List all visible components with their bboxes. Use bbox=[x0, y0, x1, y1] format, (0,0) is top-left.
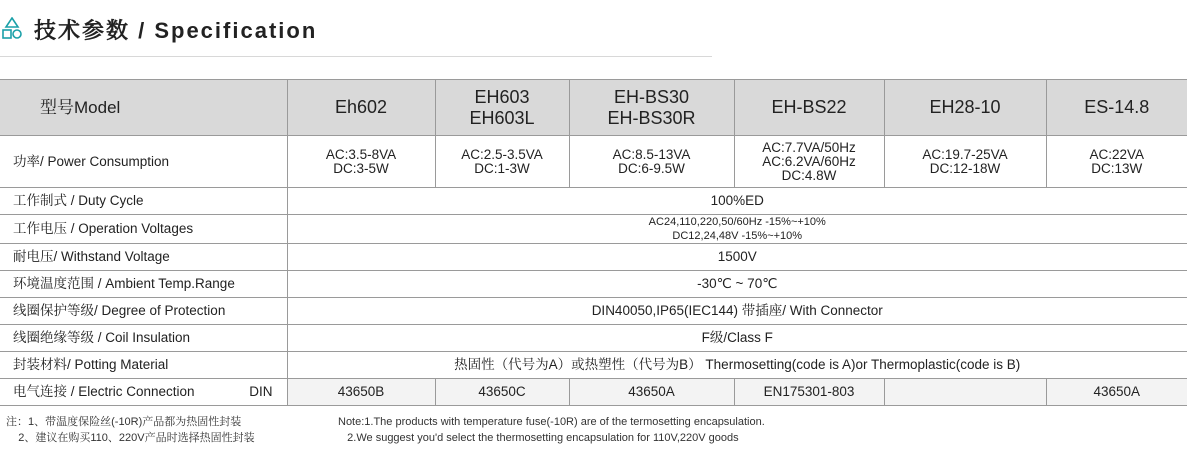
spec-row bbox=[0, 325, 1187, 352]
power-value-line: AC:2.5-3.5VA bbox=[461, 146, 543, 162]
connection-value-cell: 43650C bbox=[435, 379, 569, 406]
spec-value-line: 热固性（代号为A）或热塑性（代号为B） Thermosetting(code is A)or Thermoplastic(code is B) bbox=[454, 357, 1021, 372]
spec-value-line: 1500V bbox=[717, 249, 757, 264]
power-value-line: AC:22VA bbox=[1089, 146, 1145, 162]
power-value-cell bbox=[569, 136, 734, 188]
note-line-en: Note:1.The products with temperature fuse(-10R) are of the termosetting encapsulation. bbox=[338, 416, 765, 428]
spec-row bbox=[0, 271, 1187, 298]
power-value-line: DC:12-18W bbox=[929, 160, 1001, 176]
power-label: 功率/ Power Consumption bbox=[0, 136, 287, 188]
spec-row-label: 线圈绝缘等级 / Coil Insulation bbox=[0, 325, 287, 352]
notes-chinese bbox=[6, 414, 255, 446]
spec-value-line: 100%ED bbox=[710, 193, 764, 208]
model-header-row bbox=[0, 80, 1187, 136]
din-label: DIN bbox=[249, 384, 273, 399]
spec-row-label: 耐电压/ Withstand Voltage bbox=[0, 244, 287, 271]
spec-value-line: F级/Class F bbox=[701, 330, 773, 345]
power-value-line: DC:4.8W bbox=[781, 167, 837, 183]
spec-row-value bbox=[287, 188, 1187, 215]
spec-row-value bbox=[287, 298, 1187, 325]
power-value-cell bbox=[734, 136, 884, 188]
spec-row bbox=[0, 298, 1187, 325]
spec-row-label: 工作电压 / Operation Voltages bbox=[0, 215, 287, 244]
spec-value-line: DC12,24,48V -15%~+10% bbox=[672, 230, 803, 242]
model-name-line: EH28-10 bbox=[929, 97, 1001, 117]
note-line-en: 2.We suggest you'd select the thermosetting encapsulation for 110V,220V goods bbox=[338, 432, 739, 444]
power-value-cell bbox=[1046, 136, 1187, 188]
spec-row bbox=[0, 188, 1187, 215]
model-name-line: EH603L bbox=[469, 107, 535, 128]
electric-connection-row bbox=[0, 379, 1187, 406]
model-name-line: EH-BS22 bbox=[771, 97, 847, 117]
shapes-logo-icon bbox=[2, 17, 22, 41]
spec-row-label: 封装材料/ Potting Material bbox=[0, 352, 287, 379]
model-cell bbox=[569, 80, 734, 136]
spec-row bbox=[0, 215, 1187, 244]
spec-row-value bbox=[287, 325, 1187, 352]
section-header bbox=[0, 0, 1187, 60]
spec-row-value bbox=[287, 215, 1187, 244]
spec-row-value bbox=[287, 244, 1187, 271]
connection-value-cell bbox=[884, 379, 1046, 406]
model-name-line: EH-BS30R bbox=[607, 107, 696, 128]
model-name-line: ES-14.8 bbox=[1084, 97, 1150, 117]
header-divider bbox=[0, 56, 712, 57]
spec-value-line: AC24,110,220,50/60Hz -15%~+10% bbox=[648, 216, 826, 228]
connection-value-cell: 43650A bbox=[569, 379, 734, 406]
power-value-line: DC:3-5W bbox=[333, 160, 389, 176]
notes-english bbox=[338, 414, 765, 446]
power-value-cell bbox=[884, 136, 1046, 188]
spec-table bbox=[0, 79, 1187, 406]
power-value-line: AC:3.5-8VA bbox=[325, 146, 397, 162]
spec-row bbox=[0, 244, 1187, 271]
power-value-line: DC:1-3W bbox=[474, 160, 530, 176]
model-cell bbox=[435, 80, 569, 136]
model-name-line: EH603 bbox=[474, 86, 530, 107]
section-title: 技术参数 / Specification bbox=[34, 18, 318, 43]
connection-value-cell: EN175301-803 bbox=[734, 379, 884, 406]
model-cell bbox=[734, 80, 884, 136]
model-cell bbox=[884, 80, 1046, 136]
spec-row bbox=[0, 352, 1187, 379]
power-value-line: AC:7.7VA/50Hz bbox=[762, 139, 856, 155]
model-label: 型号Model bbox=[0, 80, 287, 136]
electric-connection-label bbox=[0, 379, 287, 406]
spec-row-value bbox=[287, 352, 1187, 379]
power-value-cell bbox=[435, 136, 569, 188]
electric-connection-text: 电气连接 / Electric Connection bbox=[13, 384, 195, 399]
power-value-line: DC:13W bbox=[1091, 160, 1143, 176]
model-name-line: Eh602 bbox=[334, 97, 388, 117]
spec-value-line: -30℃ ~ 70℃ bbox=[697, 276, 778, 291]
note-line-cn: 注：1、带温度保险丝(-10R)产品都为热固性封装 bbox=[6, 416, 242, 428]
model-cell bbox=[287, 80, 435, 136]
spec-row-label: 工作制式 / Duty Cycle bbox=[0, 188, 287, 215]
connection-value-cell: 43650A bbox=[1046, 379, 1187, 406]
power-value-cell bbox=[287, 136, 435, 188]
spec-value-line: DIN40050,IP65(IEC144) 带插座/ With Connector bbox=[591, 303, 883, 318]
connection-value-cell: 43650B bbox=[287, 379, 435, 406]
power-value-line: AC:19.7-25VA bbox=[922, 146, 1008, 162]
power-row bbox=[0, 136, 1187, 188]
model-cell bbox=[1046, 80, 1187, 136]
note-line-cn: 2、建议在购买110、220V产品时选择热固性封装 bbox=[6, 432, 255, 444]
power-value-line: AC:8.5-13VA bbox=[612, 146, 691, 162]
spec-row-label: 环境温度范围 / Ambient Temp.Range bbox=[0, 271, 287, 298]
power-value-line: AC:6.2VA/60Hz bbox=[762, 153, 856, 169]
model-name-line: EH-BS30 bbox=[613, 86, 690, 107]
spec-row-value bbox=[287, 271, 1187, 298]
power-value-line: DC:6-9.5W bbox=[618, 160, 685, 176]
spec-row-label: 线圈保护等级/ Degree of Protection bbox=[0, 298, 287, 325]
